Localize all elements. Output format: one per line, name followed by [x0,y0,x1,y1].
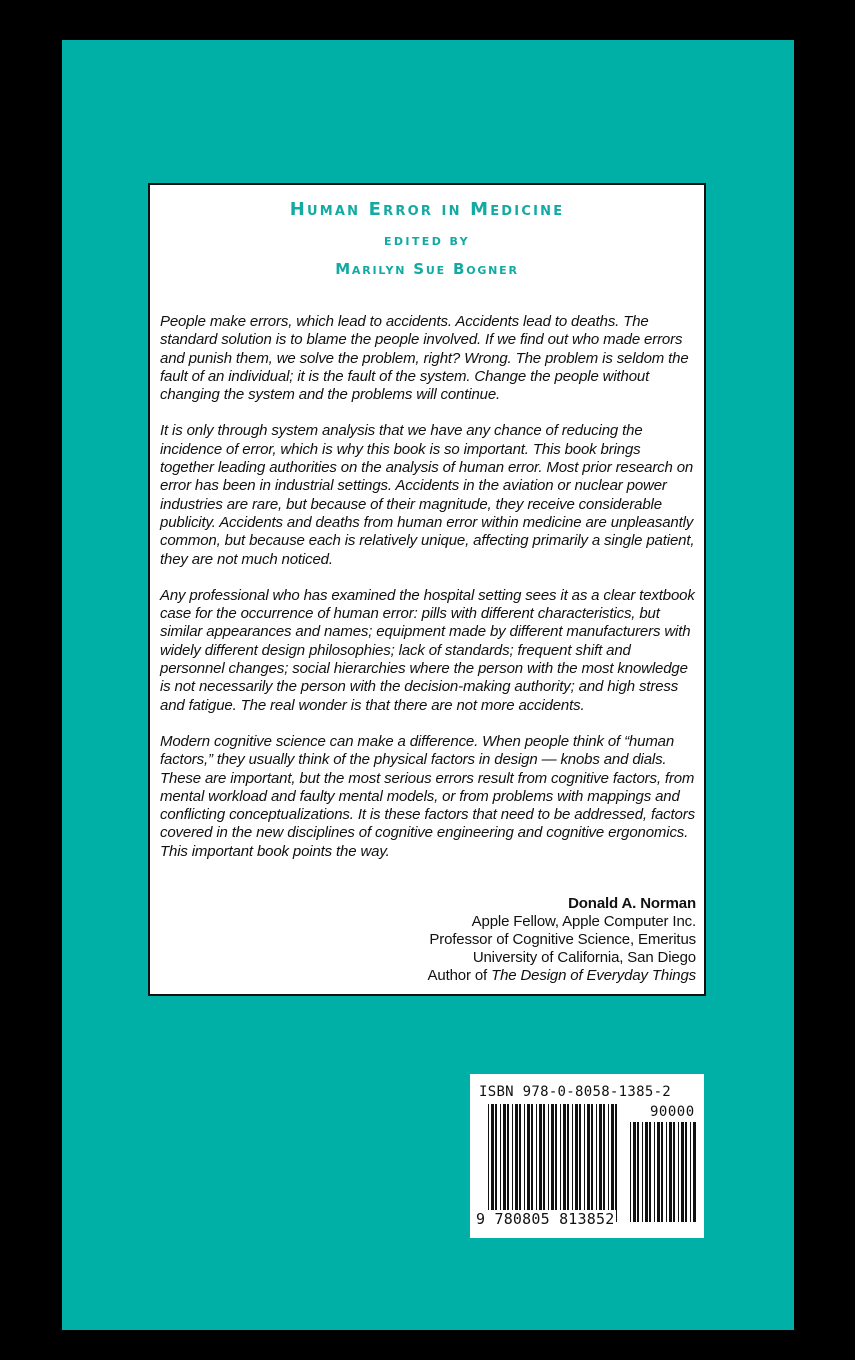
barcode-bar [515,1104,518,1222]
barcode-bar [657,1122,660,1222]
barcode-bar [551,1104,554,1222]
endorser-book-title: The Design of Everyday Things [491,967,696,984]
barcode-bar [599,1104,602,1222]
endorsement-signature [428,895,696,985]
barcode-bar [572,1104,573,1222]
barcode-digits: 9 780805 813852 [476,1210,615,1228]
isbn-label: ISBN 978-0-8058-1385-2 [479,1084,672,1100]
blurb-paragraph-3: Any professional who has examined the hospital setting sees it as a clear textbook case for the occurrence of human error: pills with different characteristics, but similar appearances and names; equipment made by different manufacturers with widely different design philosophies; lack of standards; frequent shift and personnel changes; social hierarchies where the person with the most knowledge is not necessarily the person with the decision-making authority; and high stress and fatigue. The real wonder is that there are not more accidents. [160,586,695,714]
blurb-paragraph-4: Modern cognitive science can make a difference. When people think of “human factors,” they usually think of the physical factors in design — knobs and dials. These are important, but the most serious errors result from cognitive factors, from mental workload and faulty mental models, or from problems with mappings and conflicting conceptualizations. It is these factors that need to be addressed, factors covered in the new disciplines of cognitive engineering and cognitive ergonomics. This important book points the way. [160,732,695,860]
barcode-bar [690,1122,691,1222]
author-of-prefix: Author of [427,967,492,984]
barcode-bar [685,1122,687,1222]
blurb-paragraph-1: People make errors, which lead to accidents. Accidents lead to deaths. The standard solution is to blame the people involved. If we find out who made errors and punish them, we solve the problem, right? Wrong. The problem is seldom the fault of an individual; it is the fault of the system. Change the people without changing the system and the problems will continue. [160,313,689,404]
edited-by-label: EDITED BY [383,235,471,248]
book-title: Human Error in Medicine [289,199,565,220]
barcode-bar [491,1104,494,1222]
barcode-bar [495,1104,497,1222]
barcode-bar [527,1104,530,1222]
barcode-bar [548,1104,549,1222]
blurb-panel [148,183,706,996]
barcode-bar [503,1104,506,1222]
barcode-bar [669,1122,672,1222]
barcode-bar [678,1122,679,1222]
back-cover [62,40,794,1330]
barcode-bar [563,1104,566,1222]
barcode-bar [512,1104,513,1222]
barcode-bar [661,1122,663,1222]
barcode-bar [539,1104,542,1222]
price-code: 90000 [650,1104,695,1120]
barcode-bar [567,1104,569,1222]
barcode-bar [555,1104,557,1222]
barcode-bar [507,1104,509,1222]
barcode-bar [642,1122,643,1222]
barcode-bar [519,1104,521,1222]
barcode-bar [543,1104,545,1222]
barcode-bar [645,1122,648,1222]
barcode-bar [579,1104,581,1222]
barcode-bar [654,1122,655,1222]
endorser-book-credit [428,967,696,985]
barcode-bar [630,1122,631,1222]
barcode-bar [575,1104,578,1222]
barcode-bar [608,1104,609,1222]
barcode-bar [560,1104,561,1222]
endorser-title-2: Professor of Cognitive Science, Emeritus [429,931,696,948]
barcode-bar [536,1104,537,1222]
endorser-name: Donald A. Norman [568,895,696,912]
barcode-bar [666,1122,667,1222]
barcode-bar [591,1104,593,1222]
barcode-bar [500,1104,501,1222]
barcode-bar [637,1122,639,1222]
barcode-bar [611,1104,614,1222]
editor-name: Marilyn Sue Bogner [335,260,519,278]
barcode-bar [615,1104,617,1222]
barcode-bar [693,1122,696,1222]
barcode-bar [531,1104,533,1222]
barcode-bar [603,1104,605,1222]
barcode-bar [649,1122,651,1222]
blurb-text [160,313,696,879]
endorser-title-1: Apple Fellow, Apple Computer Inc. [471,913,696,930]
endorser-title-3: University of California, San Diego [472,949,696,966]
barcode-bar [681,1122,684,1222]
barcode-bar [633,1122,636,1222]
barcode-bar [587,1104,590,1222]
isbn-barcode [470,1074,704,1238]
barcode-bar [673,1122,675,1222]
blurb-paragraph-2: It is only through system analysis that we have any chance of reducing the incidence of error, which is why this book is so important. This book brings together leading authorities on the analysis of human error. Most prior research on error has been in industrial settings. Accidents in the aviation or nuclear power industries are rare, but because of their magnitude, they receive considerable publicity. Accidents and deaths from human error within medicine are unpleasantly common, but because each is relatively unique, affecting primarily a single patient, they are not much noticed. [160,422,695,568]
barcode-bar [524,1104,525,1222]
barcode-bar [584,1104,585,1222]
barcode-bar [488,1104,489,1222]
barcode-bar [596,1104,597,1222]
